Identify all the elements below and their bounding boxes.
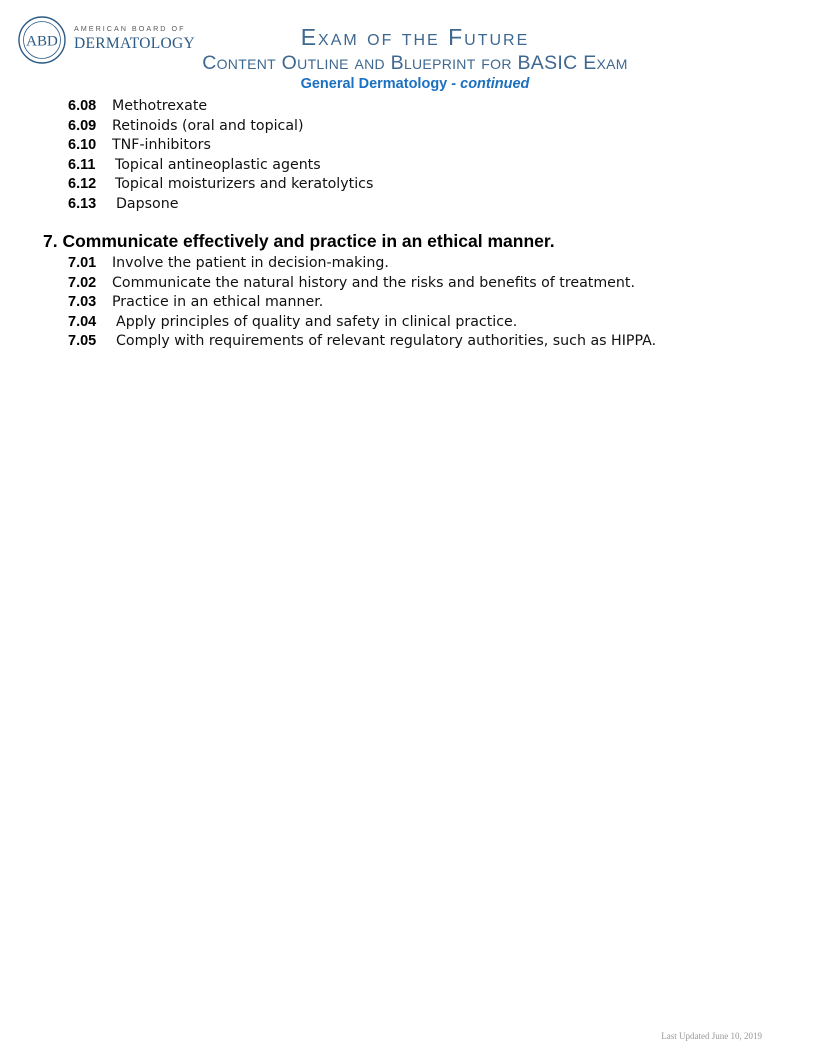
item-text: Methotrexate (112, 98, 208, 114)
item-text: Communicate the natural history and the risks and benefits of treatment. (112, 274, 635, 291)
outline-item (68, 312, 656, 332)
item-text: Apply principles of quality and safety in clinical practice. (116, 313, 518, 330)
outline-item (68, 331, 656, 351)
abd-seal-icon (18, 15, 68, 65)
item-number: 6.10 (68, 137, 97, 154)
item-number: 6.11 (68, 156, 96, 173)
outline-item (68, 135, 373, 155)
item-number: 6.12 (68, 176, 97, 193)
last-updated: Last Updated June 10, 2019 (661, 1031, 762, 1041)
item-text: Comply with requirements of relevant regulatory authorities, such as HIPPA. (116, 333, 657, 350)
item-number: 7.04 (68, 313, 97, 330)
item-text: Topical moisturizers and keratolytics (115, 176, 374, 193)
outline-item (68, 194, 373, 214)
item-number: 7.03 (68, 294, 97, 311)
outline-item (68, 96, 373, 116)
page-subtitle: Content Outline and Blueprint for BASIC Exam (202, 52, 628, 74)
outline-list-7 (68, 253, 656, 351)
item-number: 6.09 (68, 117, 97, 134)
item-number: 7.02 (68, 274, 97, 291)
page-title: Exam of the Future (300, 24, 530, 50)
logo-org-small: AMERICAN BOARD OF (74, 24, 186, 33)
outline-item (68, 155, 373, 175)
item-text: Practice in an ethical manner. (112, 294, 324, 311)
item-number: 6.13 (68, 195, 97, 212)
outline-list-6 (68, 96, 373, 214)
item-text: TNF-inhibitors (112, 137, 211, 154)
outline-item (68, 273, 656, 293)
item-number: 6.08 (68, 98, 97, 114)
outline-item (68, 253, 656, 273)
item-text: Involve the patient in decision-making. (112, 255, 389, 271)
section-continued: - continued (447, 76, 530, 92)
outline-item (68, 292, 656, 312)
logo-org-main: DERMATOLOGY (74, 35, 195, 52)
outline-item (68, 116, 373, 136)
item-text: Topical antineoplastic agents (115, 156, 321, 173)
section-7-heading: 7. Communicate effectively and practice in an ethical manner. (43, 231, 555, 251)
item-text: Dapsone (116, 195, 179, 212)
section-name-text: General Dermatology (300, 76, 448, 92)
outline-item (68, 174, 373, 194)
section-name (215, 77, 615, 92)
item-number: 7.01 (68, 255, 97, 271)
item-number: 7.05 (68, 333, 97, 350)
item-text: Retinoids (oral and topical) (112, 117, 304, 134)
seal-letters: ABD (26, 33, 58, 50)
